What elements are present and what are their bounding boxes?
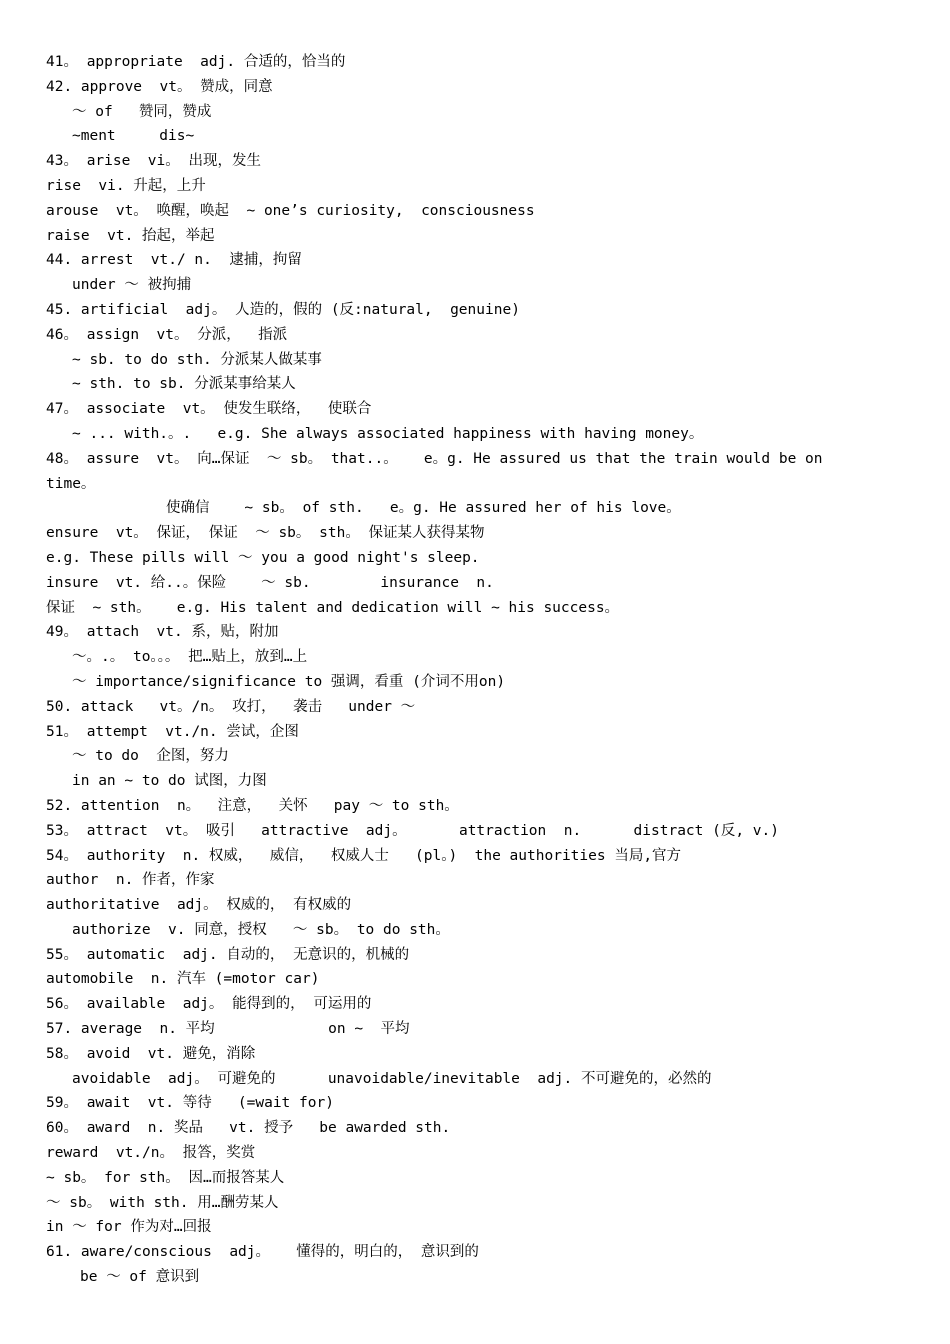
text-line: arouse vt。 唤醒，唤起 ~ one’s curiosity, consciousness [46, 202, 535, 219]
text-line: 55。 automatic adj. 自动的， 无意识的，机械的 [46, 946, 410, 963]
text-line: 49。 attach vt. 系，贴，附加 [46, 624, 279, 641]
text-line: 54。 authority n. 权威， 威信， 权威人士 (pl。) the authorities 当局,官方 [46, 847, 682, 864]
document-page [0, 50, 950, 1290]
text-line: raise vt. 抬起，举起 [46, 227, 215, 244]
text-line: ～ importance/significance to 强调，看重 (介词不用on) [72, 673, 506, 690]
text-line: be ～ of 意识到 [80, 1269, 200, 1286]
text-line: 使确信 ~ sb。 of sth. e。g. He assured her of his love。 [166, 500, 681, 517]
text-line: in ～ for 作为对…回报 [46, 1219, 212, 1236]
text-line: 59。 await vt. 等待 (=wait for) [46, 1095, 334, 1112]
text-line: 53。 attract vt。 吸引 attractive adj。 attraction n. distract (反, v.) [46, 822, 779, 839]
text-line: e.g. These pills will ～ you a good night's sleep. [46, 549, 480, 566]
text-line: ～ to do 企图，努力 [72, 748, 229, 765]
text-line: 60。 award n. 奖品 vt. 授予 be awarded sth. [46, 1120, 451, 1137]
text-line: 43。 arise vi。 出现，发生 [46, 153, 261, 170]
text-line: ensure vt。 保证， 保证 ～ sb。 sth。 保证某人获得某物 [46, 525, 485, 542]
text-line: 61. aware/conscious adj。 懂得的，明白的， 意识到的 [46, 1244, 479, 1261]
text-line: time。 [46, 475, 96, 492]
text-line: 57. average n. 平均 on ~ 平均 [46, 1021, 410, 1038]
text-line: rise vi. 升起，上升 [46, 177, 206, 194]
text-line: 48。 assure vt。 向…保证 ～ sb。 that..。 e。g. He assured us that the train would be on [46, 450, 823, 467]
text-line: automobile n. 汽车 (=motor car) [46, 971, 320, 988]
text-line: 42. approve vt。 赞成，同意 [46, 78, 273, 95]
text-line: ~ sth. to sb. 分派某事给某人 [72, 376, 296, 393]
text-line: ～。.。 to。。。 把…贴上，放到…上 [72, 649, 308, 666]
text-line: authorize v. 同意，授权 ～ sb。 to do sth。 [72, 921, 450, 938]
text-line: ~ sb。 for sth。 因…而报答某人 [46, 1169, 285, 1186]
text-line: author n. 作者，作家 [46, 872, 215, 889]
text-line: ~ment dis~ [72, 128, 195, 145]
text-line: reward vt./n。 报答，奖赏 [46, 1145, 256, 1162]
text-line: insure vt. 给..。保险 ～ sb. insurance n. [46, 574, 494, 591]
text-line: ～ of 赞同，赞成 [72, 103, 212, 120]
text-line: avoidable adj。 可避免的 unavoidable/inevitable adj. 不可避免的，必然的 [72, 1070, 712, 1087]
text-line: ~ sb. to do sth. 分派某人做某事 [72, 351, 322, 368]
text-line: 58。 avoid vt. 避免，消除 [46, 1045, 256, 1062]
text-line: in an ~ to do 试图，力图 [72, 773, 267, 790]
text-line: 46。 assign vt。 分派， 指派 [46, 326, 288, 343]
text-line: 52. attention n。 注意， 关怀 pay ～ to sth。 [46, 797, 459, 814]
text-line: 44. arrest vt./ n. 逮捕，拘留 [46, 252, 302, 269]
text-line: 47。 associate vt。 使发生联络， 使联合 [46, 401, 372, 418]
text-line: ～ sb。 with sth. 用…酬劳某人 [46, 1194, 279, 1211]
text-line: 45. artificial adj。 人造的，假的 (反:natural, genuine) [46, 301, 520, 318]
text-line: 56。 available adj。 能得到的， 可运用的 [46, 996, 372, 1013]
text-line: ~ ... with.。. e.g. She always associated happiness with having money。 [72, 425, 704, 442]
text-line: 41。 appropriate adj. 合适的，恰当的 [46, 54, 346, 70]
text-line: under ～ 被拘捕 [72, 277, 192, 294]
text-line: 保证 ~ sth。 e.g. His talent and dedication will ~ his success。 [46, 599, 620, 616]
text-line: 50. attack vt。/n。 攻打， 袭击 under ～ [46, 698, 416, 715]
text-line: authoritative adj。 权威的， 有权威的 [46, 897, 352, 914]
text-line: 51。 attempt vt./n. 尝试，企图 [46, 723, 299, 740]
